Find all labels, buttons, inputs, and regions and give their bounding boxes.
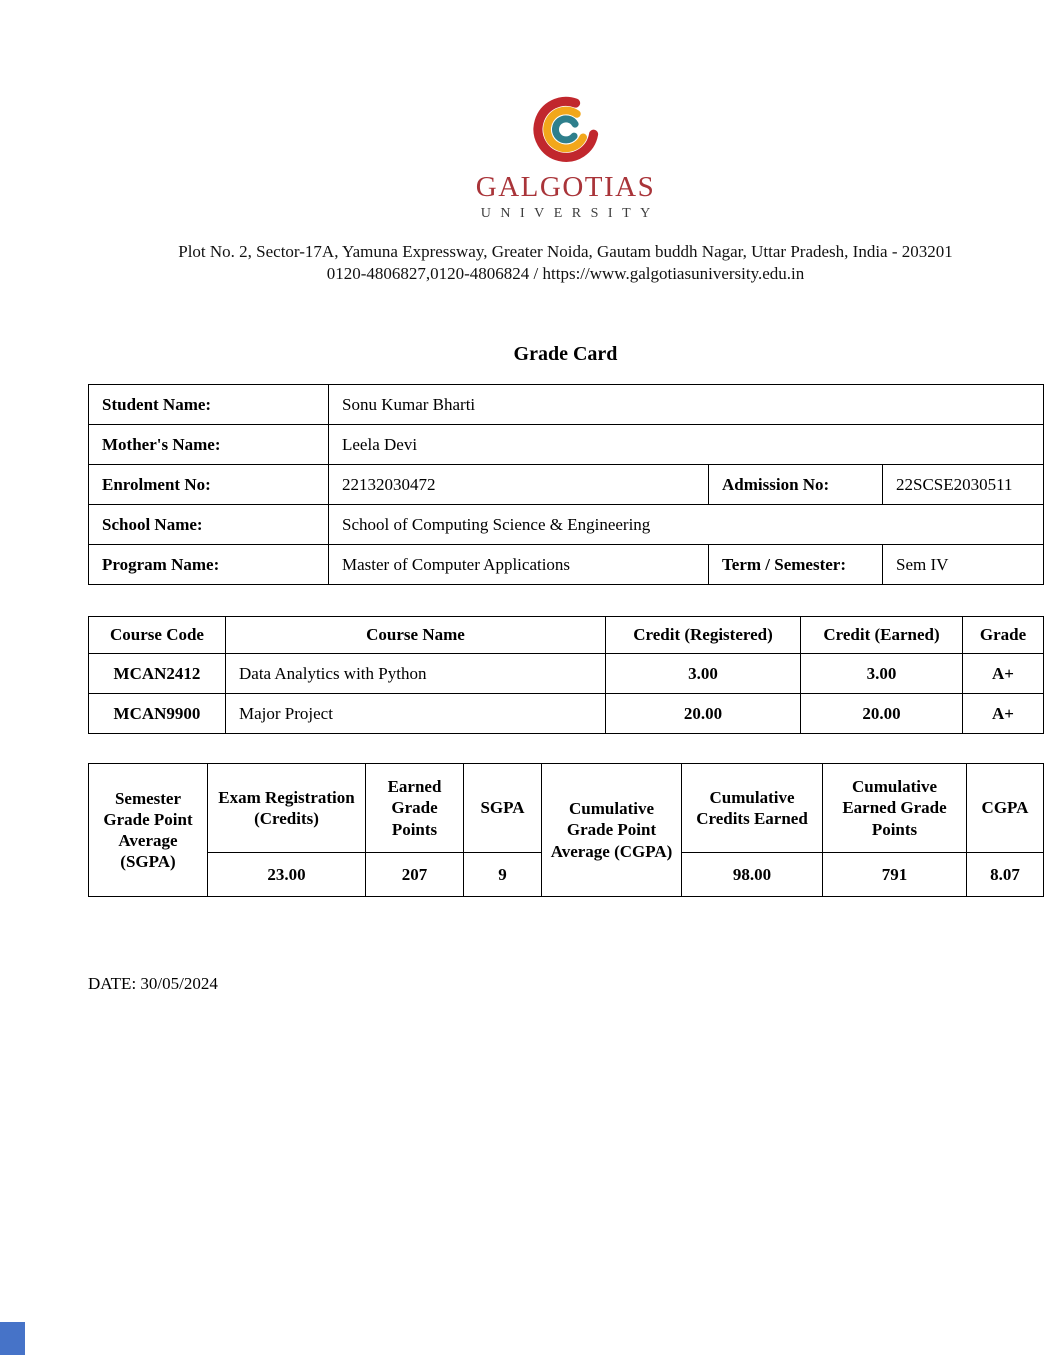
date-line: DATE: 30/05/2024 [88, 974, 218, 993]
university-header [88, 0, 1043, 285]
program-name-row [89, 545, 1044, 585]
term-semester-value: Sem IV [883, 545, 1044, 585]
enrolment-no-label: Enrolment No: [89, 465, 329, 505]
cgpa-section-label: Cumulative Grade Point Average (CGPA) [542, 764, 682, 897]
course-code-cell: MCAN2412 [89, 654, 226, 694]
mother-name-label: Mother's Name: [89, 425, 329, 465]
enrolment-row [89, 465, 1044, 505]
student-name-label: Student Name: [89, 385, 329, 425]
program-name-value: Master of Computer Applications [329, 545, 709, 585]
university-name: GALGOTIAS [475, 171, 656, 203]
summary-table [88, 763, 1044, 897]
university-logo-icon [531, 93, 601, 163]
mother-name-value: Leela Devi [329, 425, 1044, 465]
credit-earned-cell: 3.00 [801, 654, 963, 694]
address-block [88, 241, 1043, 285]
course-table [88, 616, 1044, 734]
course-name-cell: Data Analytics with Python [226, 654, 606, 694]
university-contact: 0120-4806827,0120-4806824 / https://www.galgotiasuniversity.edu.in [326, 264, 805, 283]
credit-registered-header: Credit (Registered) [606, 617, 801, 654]
course-code-cell: MCAN9900 [89, 694, 226, 734]
admission-no-label: Admission No: [709, 465, 883, 505]
program-name-label: Program Name: [89, 545, 329, 585]
mother-name-row [89, 425, 1044, 465]
sgpa-header: SGPA [464, 764, 542, 853]
sgpa-value: 9 [464, 853, 542, 897]
cgpa-value: 8.07 [967, 853, 1044, 897]
student-name-value: Sonu Kumar Bharti [329, 385, 1044, 425]
school-name-label: School Name: [89, 505, 329, 545]
course-row [89, 654, 1044, 694]
course-name-cell: Major Project [226, 694, 606, 734]
course-code-header: Course Code [89, 617, 226, 654]
student-name-row [89, 385, 1044, 425]
course-name-header: Course Name [226, 617, 606, 654]
bottom-left-blue-marker [0, 1322, 25, 1355]
earned-grade-points-value: 207 [366, 853, 464, 897]
document-title: Grade Card [513, 343, 618, 365]
student-info-table [88, 384, 1044, 585]
cumulative-credits-value: 98.00 [682, 853, 823, 897]
cumulative-earned-grade-points-value: 791 [823, 853, 967, 897]
term-semester-label: Term / Semester: [709, 545, 883, 585]
admission-no-value: 22SCSE2030511 [883, 465, 1044, 505]
enrolment-no-value: 22132030472 [329, 465, 709, 505]
grade-cell: A+ [963, 654, 1044, 694]
exam-registration-value: 23.00 [208, 853, 366, 897]
grade-header: Grade [963, 617, 1044, 654]
university-subtitle: UNIVERSITY [480, 206, 660, 221]
earned-grade-points-header: Earned Grade Points [366, 764, 464, 853]
cumulative-credits-header: Cumulative Credits Earned [682, 764, 823, 853]
credit-earned-header: Credit (Earned) [801, 617, 963, 654]
course-header-row [89, 617, 1044, 654]
cumulative-earned-grade-points-header: Cumulative Earned Grade Points [823, 764, 967, 853]
credit-earned-cell: 20.00 [801, 694, 963, 734]
sgpa-section-label: Semester Grade Point Average (SGPA) [89, 764, 208, 897]
grade-cell: A+ [963, 694, 1044, 734]
school-name-value: School of Computing Science & Engineering [329, 505, 1044, 545]
cgpa-header: CGPA [967, 764, 1044, 853]
exam-registration-header: Exam Registration (Credits) [208, 764, 366, 853]
page-content [88, 0, 1043, 994]
summary-header-row [89, 764, 1044, 853]
credit-registered-cell: 20.00 [606, 694, 801, 734]
school-name-row [89, 505, 1044, 545]
credit-registered-cell: 3.00 [606, 654, 801, 694]
university-address: Plot No. 2, Sector-17A, Yamuna Expressway, Greater Noida, Gautam buddh Nagar, Uttar Pradesh, India - 203201 [178, 242, 953, 261]
course-row [89, 694, 1044, 734]
